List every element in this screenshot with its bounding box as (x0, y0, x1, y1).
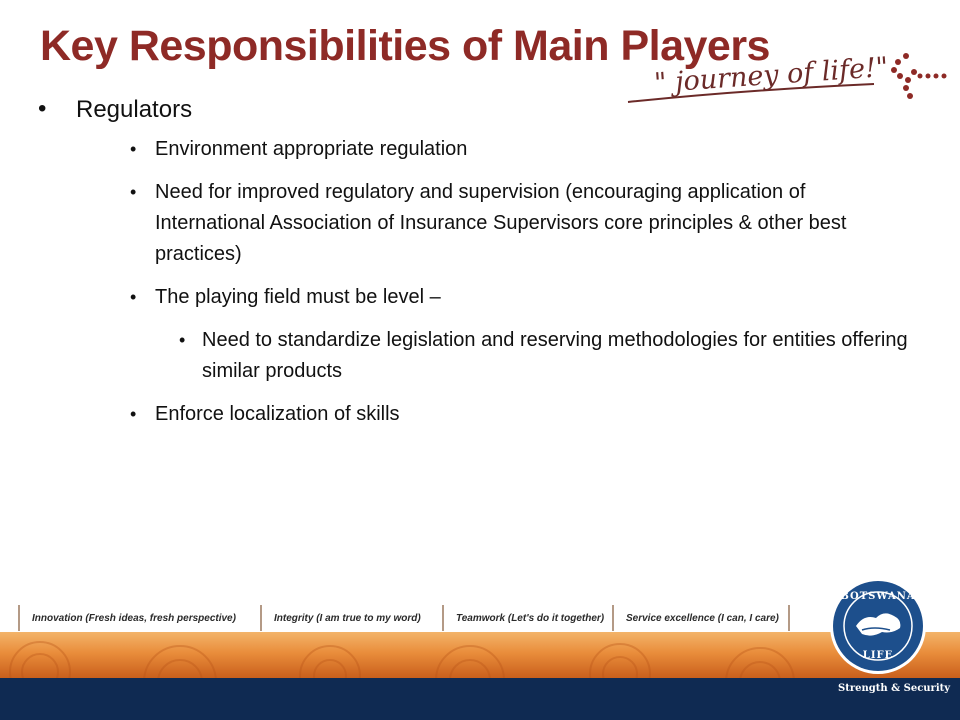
bullet-content (0, 96, 960, 442)
company-values-bar (0, 602, 800, 634)
slide-title: Key Responsibilities of Main Players (40, 22, 770, 70)
bullet-regulators (0, 96, 960, 124)
company-slogan: Strength & Security (838, 683, 951, 694)
bullet-text: Enforce localization of skills (155, 403, 400, 425)
sub-bullet-item (0, 325, 960, 387)
decorative-orange-band (0, 632, 960, 678)
footer-navy-band (0, 678, 960, 720)
bullet-item (0, 399, 960, 430)
bullet-item (0, 282, 960, 313)
logo-top-text: BOTSWANA (840, 591, 916, 602)
tagline-text: " journey of life!" (653, 51, 890, 100)
sub-bullet-text: Need to standardize legislation and reserving methodologies for entities offering similar products (202, 329, 908, 382)
value-integrity: Integrity (I am true to my word) (260, 605, 442, 631)
bullet-text: Environment appropriate regulation (155, 138, 468, 160)
botswana-life-logo (828, 576, 928, 676)
decorative-pattern-icon (0, 632, 960, 678)
bullet-item (0, 134, 960, 165)
logo-bottom-text: LIFE (862, 650, 894, 661)
value-service-excellence: Service excellence (I can, I care) (612, 605, 790, 631)
bullet-text: Need for improved regulatory and supervision (encouraging application of International Association of Insurance Supervisors core principles & other best practices) (155, 181, 847, 265)
value-innovation: Innovation (Fresh ideas, fresh perspective) (18, 605, 260, 631)
value-teamwork: Teamwork (Let's do it together) (442, 605, 612, 631)
bullet-item (0, 177, 960, 270)
bullet-label: Regulators (76, 96, 193, 123)
bullet-text: The playing field must be level – (155, 286, 441, 308)
